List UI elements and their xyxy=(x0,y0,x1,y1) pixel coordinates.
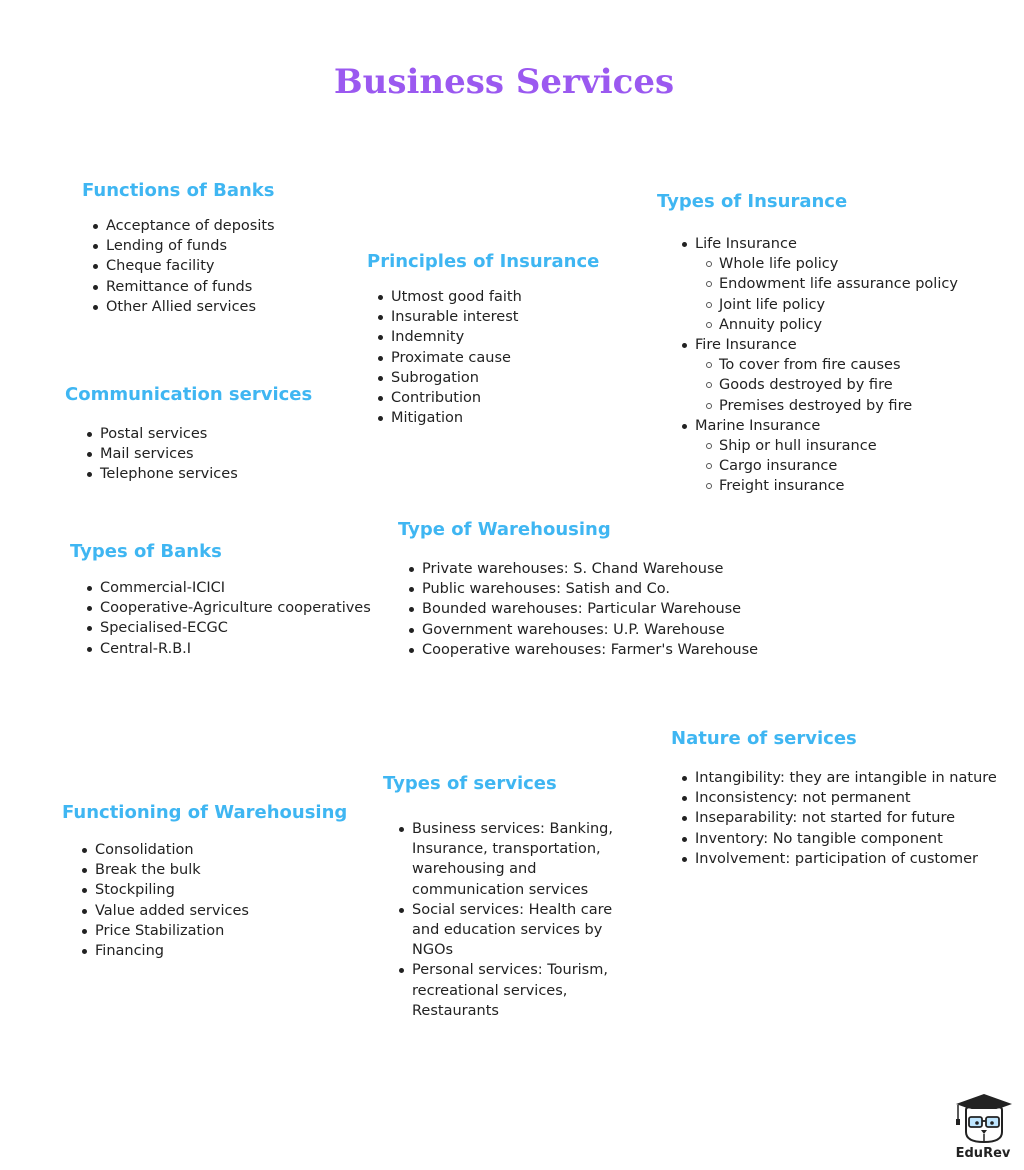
section-heading: Types of Banks xyxy=(70,541,222,562)
list-item: Break the bulk xyxy=(71,860,347,880)
list-item: Inseparability: not started for future xyxy=(671,808,997,828)
graduation-cap-owl-icon xyxy=(948,1090,1018,1146)
sub-list-item: Endowment life assurance policy xyxy=(671,274,958,294)
bullet-list xyxy=(76,424,312,485)
list-item: Fire Insurance xyxy=(671,335,958,355)
sub-list-item: Ship or hull insurance xyxy=(671,436,958,456)
list-item: Bounded warehouses: Particular Warehouse xyxy=(398,599,758,619)
bullet-list xyxy=(82,216,275,317)
list-item: Mitigation xyxy=(367,408,599,428)
list-item: Business services: Banking, Insurance, transportation, warehousing and communication services xyxy=(388,819,643,900)
list-item: Stockpiling xyxy=(71,880,347,900)
list-item: Central-R.B.I xyxy=(76,639,371,659)
sub-list-item: Annuity policy xyxy=(671,315,958,335)
sub-list-item: Joint life policy xyxy=(671,295,958,315)
section-heading: Types of services xyxy=(383,773,557,794)
section-heading: Type of Warehousing xyxy=(398,519,611,540)
section-types-of-insurance xyxy=(657,191,958,497)
bullet-list xyxy=(388,819,643,1021)
section-heading: Communication services xyxy=(65,384,313,405)
list-item: Lending of funds xyxy=(82,236,275,256)
list-item: Postal services xyxy=(76,424,312,444)
list-item: Contribution xyxy=(367,388,599,408)
list-item: Social services: Health care and education services by NGOs xyxy=(388,900,643,961)
section-heading: Functions of Banks xyxy=(82,180,275,201)
section-principles-of-insurance xyxy=(367,251,599,428)
sub-list-container xyxy=(671,254,958,335)
sub-list-item: Cargo insurance xyxy=(671,456,958,476)
list-item: Consolidation xyxy=(71,840,347,860)
list-item: Other Allied services xyxy=(82,297,275,317)
section-communication-services xyxy=(65,384,312,485)
list-item: Insurable interest xyxy=(367,307,599,327)
list-item: Life Insurance xyxy=(671,234,958,254)
section-heading: Principles of Insurance xyxy=(367,251,600,272)
list-item: Proximate cause xyxy=(367,348,599,368)
section-heading: Functioning of Warehousing xyxy=(62,802,348,823)
list-item: Inconsistency: not permanent xyxy=(671,788,997,808)
list-item: Personal services: Tourism, recreational services, Restaurants xyxy=(388,960,643,1021)
sub-list-item: Goods destroyed by fire xyxy=(671,375,958,395)
sub-list-item: Whole life policy xyxy=(671,254,958,274)
sub-list xyxy=(671,254,958,335)
list-item: Telephone services xyxy=(76,464,312,484)
sub-list-item: To cover from fire causes xyxy=(671,355,958,375)
section-types-of-banks xyxy=(70,541,371,659)
section-type-of-warehousing xyxy=(398,519,758,660)
section-types-of-services xyxy=(383,773,643,1021)
list-item: Cooperative warehouses: Farmer's Warehouse xyxy=(398,640,758,660)
bullet-list xyxy=(671,768,997,869)
list-item: Value added services xyxy=(71,901,347,921)
bullet-list xyxy=(76,578,371,659)
list-item: Financing xyxy=(71,941,347,961)
bullet-list xyxy=(398,559,758,660)
list-item: Acceptance of deposits xyxy=(82,216,275,236)
sub-list xyxy=(671,355,958,416)
list-item: Utmost good faith xyxy=(367,287,599,307)
logo-text: EduRev xyxy=(955,1146,1011,1161)
sub-list-item: Premises destroyed by fire xyxy=(671,396,958,416)
list-item: Marine Insurance xyxy=(671,416,958,436)
bullet-list xyxy=(71,840,347,961)
section-functioning-of-warehousing xyxy=(62,802,347,961)
list-item: Subrogation xyxy=(367,368,599,388)
list-item: Intangibility: they are intangible in nature xyxy=(671,768,997,788)
list-item: Mail services xyxy=(76,444,312,464)
list-item: Price Stabilization xyxy=(71,921,347,941)
sub-list-container xyxy=(671,355,958,416)
sub-list xyxy=(671,436,958,497)
edurev-logo[interactable] xyxy=(948,1090,1018,1164)
list-item: Commercial-ICICI xyxy=(76,578,371,598)
section-heading: Types of Insurance xyxy=(657,191,848,212)
list-item: Public warehouses: Satish and Co. xyxy=(398,579,758,599)
page-title: Business Services xyxy=(333,62,675,102)
list-item: Remittance of funds xyxy=(82,277,275,297)
list-item: Private warehouses: S. Chand Warehouse xyxy=(398,559,758,579)
bullet-list xyxy=(367,287,599,428)
sub-list-item: Freight insurance xyxy=(671,476,958,496)
list-item: Inventory: No tangible component xyxy=(671,829,997,849)
list-item: Indemnity xyxy=(367,327,599,347)
section-heading: Nature of services xyxy=(671,728,857,749)
bullet-list xyxy=(671,234,958,497)
list-item: Cooperative-Agriculture cooperatives xyxy=(76,598,371,618)
list-item: Specialised-ECGC xyxy=(76,618,371,638)
list-item: Involvement: participation of customer xyxy=(671,849,997,869)
section-nature-of-services xyxy=(671,728,997,869)
section-functions-of-banks xyxy=(82,180,275,317)
list-item: Cheque facility xyxy=(82,256,275,276)
list-item: Government warehouses: U.P. Warehouse xyxy=(398,620,758,640)
sub-list-container xyxy=(671,436,958,497)
